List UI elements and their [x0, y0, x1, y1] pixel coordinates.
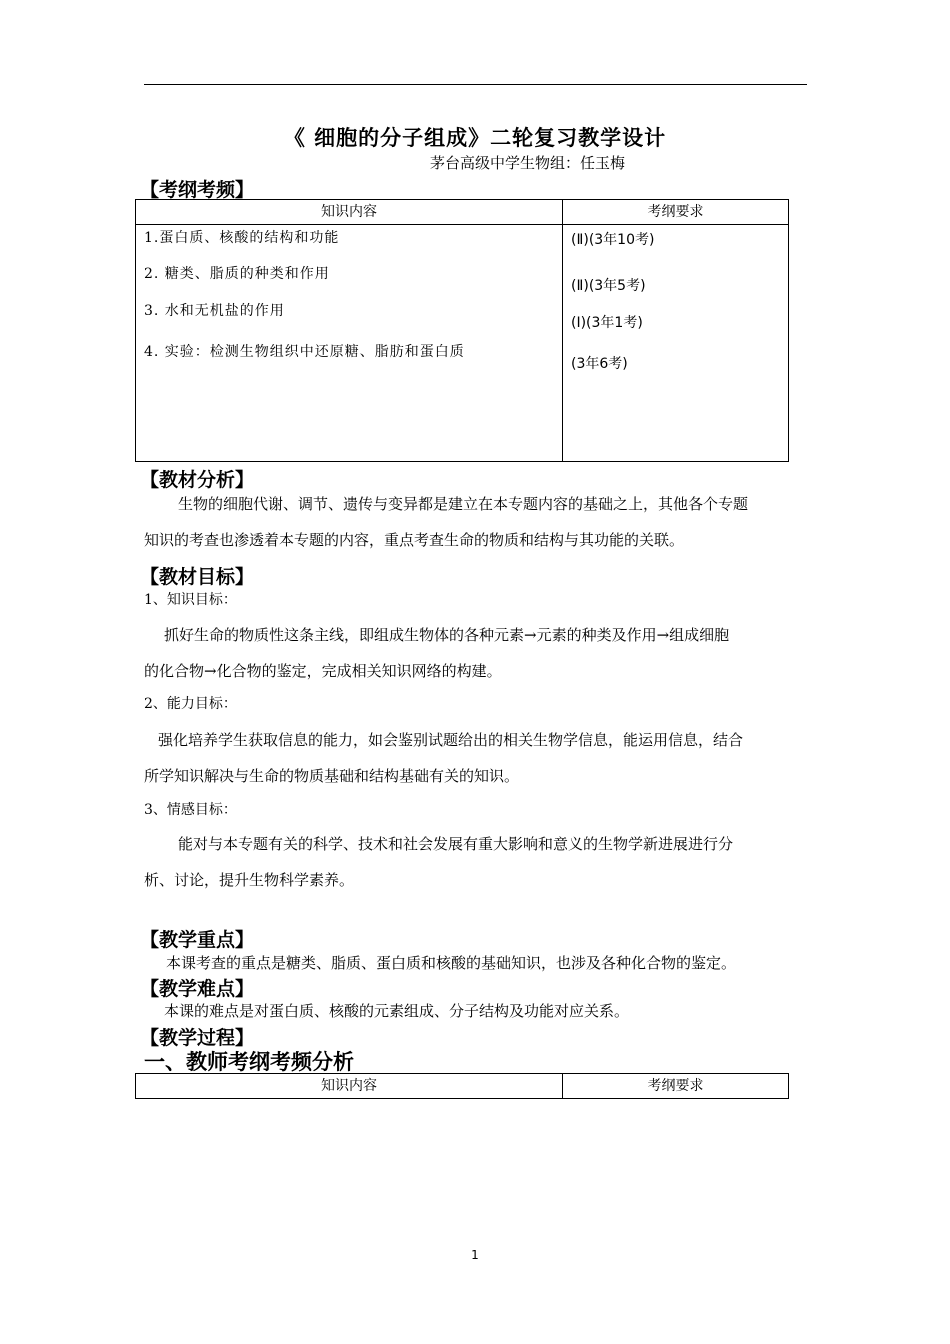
- keypoints-text: 本课考查的重点是糖类、脂质、蛋白质和核酸的基础知识，也涉及各种化合物的鉴定。: [166, 954, 737, 972]
- goal-emotion-line-1: 能对与本专题有关的科学、技术和社会发展有重大影响和意义的生物学新进展进行分: [178, 835, 734, 853]
- table-header-content: 知识内容: [136, 1074, 563, 1099]
- table-cell-content: [136, 225, 563, 462]
- goal-emotion-line-2: 析、讨论，提升生物科学素养。: [144, 871, 355, 889]
- goal-knowledge-label: 1、知识目标：: [144, 592, 237, 608]
- table-cell-requirement: [563, 225, 789, 462]
- difficulties-text: 本课的难点是对蛋白质、核酸的元素组成、分子结构及功能对应关系。: [164, 1002, 630, 1020]
- list-item: 1.蛋白质、核酸的结构和功能: [144, 230, 340, 246]
- list-item: 2. 糖类、脂质的种类和作用: [144, 266, 330, 282]
- section-heading-goals: 【教材目标】: [140, 566, 255, 588]
- analysis-line-1: 生物的细胞代谢、调节、遗传与变异都是建立在本专题内容的基础之上，其他各个专题: [178, 495, 749, 513]
- goal-ability-line-2: 所学知识解决与生命的物质基础和结构基础有关的知识。: [144, 767, 520, 785]
- table-header-content: 知识内容: [136, 200, 563, 225]
- section-heading-exam: 【考纲考频】: [140, 179, 255, 201]
- part-heading: 一、教师考纲考频分析: [144, 1050, 354, 1074]
- goal-knowledge-line-1: 抓好生命的物质性这条主线，即组成生物体的各种元素→元素的种类及作用→组成细胞: [164, 626, 730, 644]
- analysis-table: [135, 1073, 789, 1099]
- author-line: 茅台高级中学生物组：任玉梅: [430, 154, 626, 172]
- table-header-requirement: 考纲要求: [563, 1074, 789, 1099]
- page-number: 1: [471, 1248, 479, 1262]
- goal-ability-line-1: 强化培养学生获取信息的能力，如会鉴别试题给出的相关生物学信息，能运用信息，结合: [158, 731, 744, 749]
- requirement-item: (Ⅰ)(3年1考): [571, 315, 643, 331]
- section-heading-difficulties: 【教学难点】: [140, 978, 255, 1000]
- requirement-item: (Ⅱ)(3年10考): [571, 232, 655, 248]
- header-rule: [144, 84, 807, 85]
- section-heading-process: 【教学过程】: [140, 1027, 255, 1049]
- exam-table: [135, 199, 789, 462]
- list-item: 4. 实验：检测生物组织中还原糖、脂肪和蛋白质: [144, 344, 465, 360]
- goal-knowledge-line-2: 的化合物→化合物的鉴定，完成相关知识网络的构建。: [144, 662, 502, 680]
- requirement-item: (Ⅱ)(3年5考): [571, 278, 646, 294]
- analysis-line-2: 知识的考查也渗透着本专题的内容，重点考查生命的物质和结构与其功能的关联。: [144, 531, 685, 549]
- requirement-item: (3年6考): [571, 356, 628, 372]
- goal-emotion-label: 3、情感目标：: [144, 802, 237, 818]
- table-header-requirement: 考纲要求: [563, 200, 789, 225]
- section-heading-keypoints: 【教学重点】: [140, 929, 255, 951]
- section-heading-analysis: 【教材分析】: [140, 469, 255, 491]
- document-title: 《 细胞的分子组成》二轮复习教学设计: [283, 126, 667, 150]
- list-item: 3. 水和无机盐的作用: [144, 303, 285, 319]
- goal-ability-label: 2、能力目标：: [144, 696, 237, 712]
